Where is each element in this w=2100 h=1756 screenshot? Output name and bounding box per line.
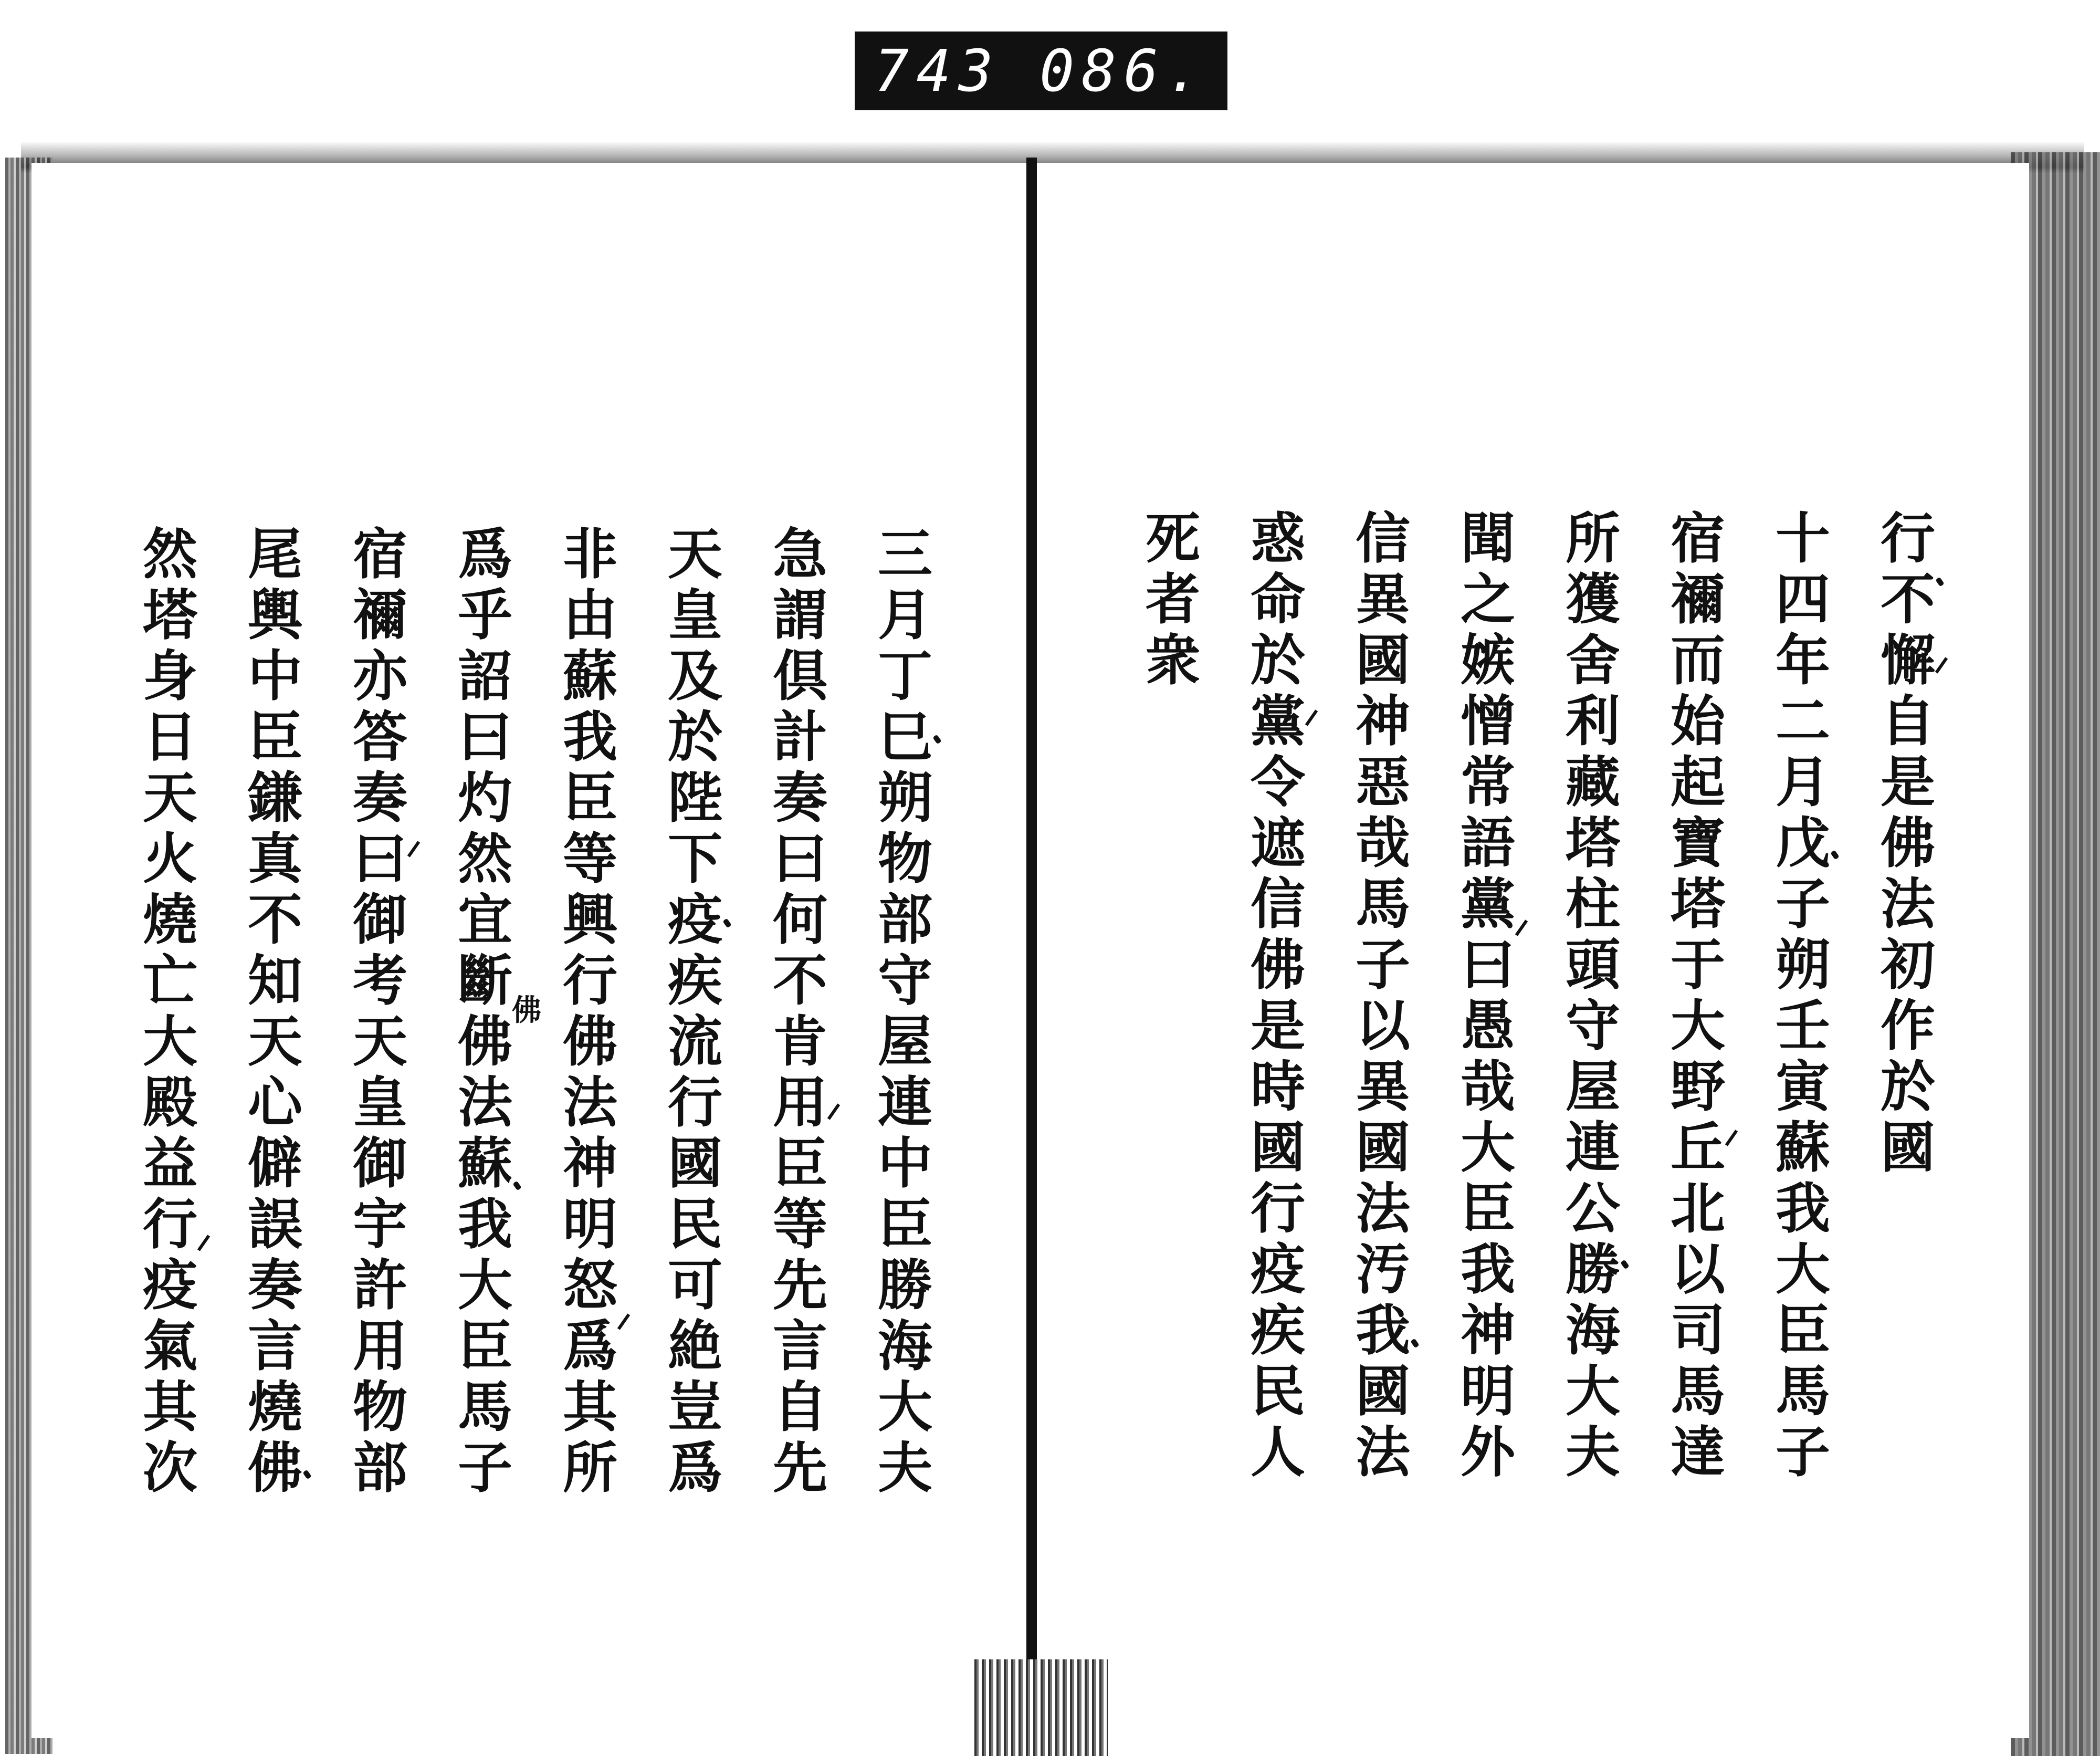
text-column: 然塔身日天火燒亡大殿益行疫氣其次 bbox=[133, 525, 198, 1500]
text-column: 十四年二月戊子朔壬寅蘇我大臣馬子 bbox=[1766, 509, 1831, 1484]
book-spine-base bbox=[971, 1659, 1108, 1756]
text-column: 行不懈自是佛法初作於國 bbox=[1871, 509, 1936, 1179]
text-column: 惑命於黨令遮信佛是時國行疫疾民人 bbox=[1241, 509, 1306, 1484]
text-column: 死者衆 bbox=[1136, 509, 1201, 692]
text-column: 宿禰亦答奏曰御考天皇御宇許用物部 bbox=[343, 525, 408, 1500]
text-column: 所獲舍利藏塔柱頭守屋連公勝海大夫 bbox=[1556, 509, 1621, 1484]
text-column: 宿禰而始起寶塔于大野丘北以司馬達 bbox=[1661, 509, 1726, 1484]
text-column: 非由蘇我臣等興行佛法神明怒爲其所 bbox=[553, 525, 618, 1500]
text-column: 尾輿中臣鎌真不知天心僻誤奏言燒佛 bbox=[238, 525, 303, 1500]
text-column: 急謂倶計奏曰何不肯用臣等先言自先 bbox=[763, 525, 828, 1500]
page-number: 086. bbox=[1039, 37, 1208, 104]
margin-note: 佛 bbox=[512, 993, 541, 1028]
book-gutter bbox=[1026, 158, 1037, 1680]
text-column: 三月丁巳朔物部守屋連中臣勝海大夫 bbox=[868, 525, 933, 1500]
volume-label bbox=[855, 32, 1227, 110]
volume-number: 743 bbox=[874, 37, 1001, 104]
text-column: 信異國神惡哉馬子以異國法汚我國法 bbox=[1346, 509, 1411, 1484]
text-column: 爲乎詔曰灼然宜斷佛法蘇我大臣馬子 bbox=[448, 525, 513, 1500]
text-column: 聞之嫉憎常語黨曰愚哉大臣我神明外 bbox=[1451, 509, 1516, 1484]
text-column: 天皇及於陛下疫疾流行國民可絶豈爲 bbox=[658, 525, 723, 1500]
